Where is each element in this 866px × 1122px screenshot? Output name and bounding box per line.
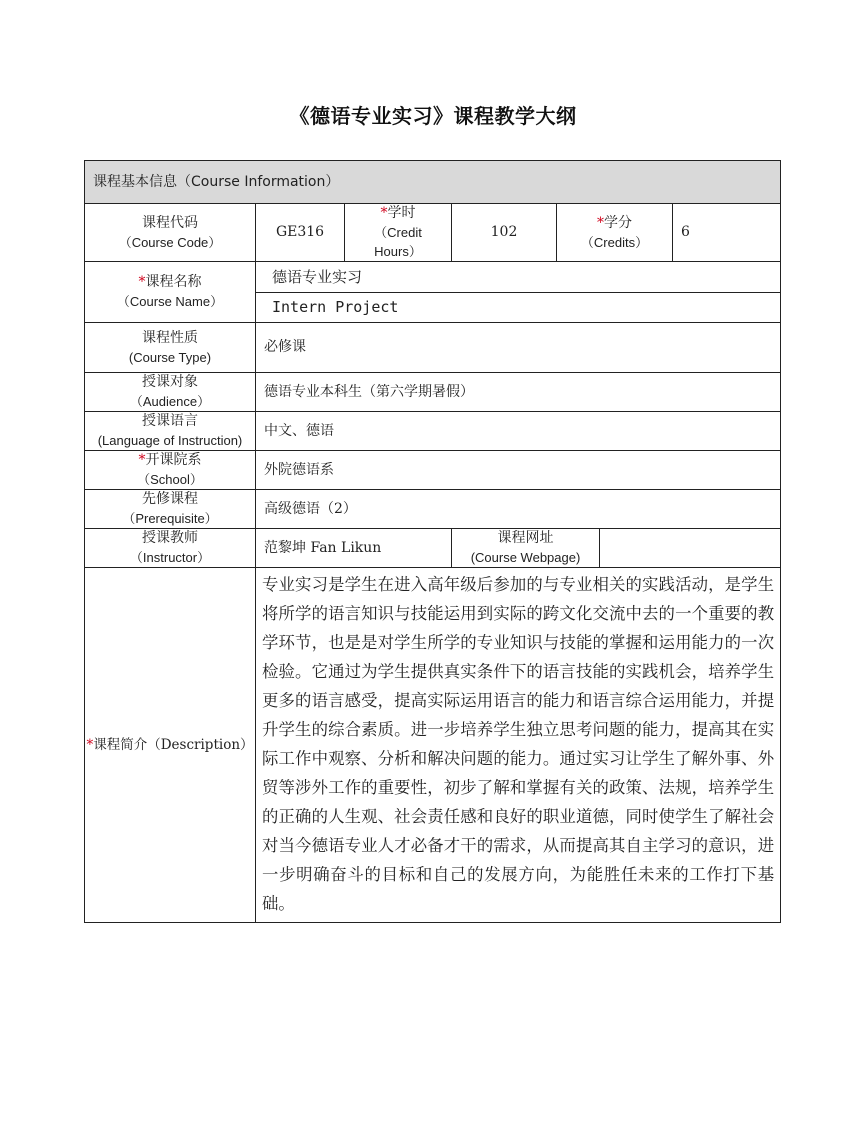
course-type-label: 课程性质 (Course Type) [85, 323, 256, 373]
credit-hours-label: *学时 （Credit Hours） [345, 204, 452, 262]
school-label: *开课院系 （School） [85, 451, 256, 490]
instructor-value: 范黎坤 Fan Likun [256, 529, 452, 568]
audience-label: 授课对象 （Audience） [85, 373, 256, 412]
description-text: 专业实习是学生在进入高年级后参加的与专业相关的实践活动，是学生将所学的语言知识与技能运用到实际的跨文化交流中去的一个重要的教学环节，也是是对学生所学的专业知识与技能的掌握和运用能力的一次检验。它通过为学生提供真实条件下的语言技能的实践机会，培养学生更多的语言感受，提高实际运用语言的能力和语言综合运用能力，并提升学生的综合素质。进一步培养学生独立思考问题的能力，提高其在实际工作中观察、分析和解决问题的能力。通过实习让学生了解外事、外贸等涉外工作的重要性，初步了解和掌握有关的政策、法规，培养学生的正确的人生观、社会责任感和良好的职业道德，同时使学生了解社会对当今德语专业人才必备才干的需求，从而提高其自主学习的意识，进一步明确奋斗的目标和自己的发展方向，为能胜任未来的工作打下基础。 [256, 568, 781, 923]
webpage-label: 课程网址 (Course Webpage) [452, 529, 600, 568]
credits-label: *学分 （Credits） [557, 204, 673, 262]
course-code-label: 课程代码 （Course Code） [85, 204, 256, 262]
course-info-table [84, 160, 781, 923]
description-label: *课程简介（Description） [85, 568, 256, 923]
course-code-value: GE316 [256, 204, 345, 262]
course-name-label: *课程名称 （Course Name） [85, 262, 256, 323]
prerequisite-label: 先修课程 （Prerequisite） [85, 490, 256, 529]
language-label: 授课语言 (Language of Instruction) [85, 412, 256, 451]
instructor-label: 授课教师 （Instructor） [85, 529, 256, 568]
audience-value: 德语专业本科生（第六学期暑假） [256, 373, 781, 412]
credits-value: 6 [673, 204, 781, 262]
credit-hours-value: 102 [452, 204, 557, 262]
course-type-value: 必修课 [256, 323, 781, 373]
prerequisite-value: 高级德语（2） [256, 490, 781, 529]
school-value: 外院德语系 [256, 451, 781, 490]
page-title: 《德语专业实习》课程教学大纲 [289, 104, 577, 128]
section-header: 课程基本信息（Course Information） [85, 161, 781, 204]
course-name-en: Intern Project [256, 293, 781, 323]
webpage-value[interactable] [600, 529, 781, 568]
language-value: 中文、德语 [256, 412, 781, 451]
course-name-cn: 德语专业实习 [256, 262, 781, 293]
